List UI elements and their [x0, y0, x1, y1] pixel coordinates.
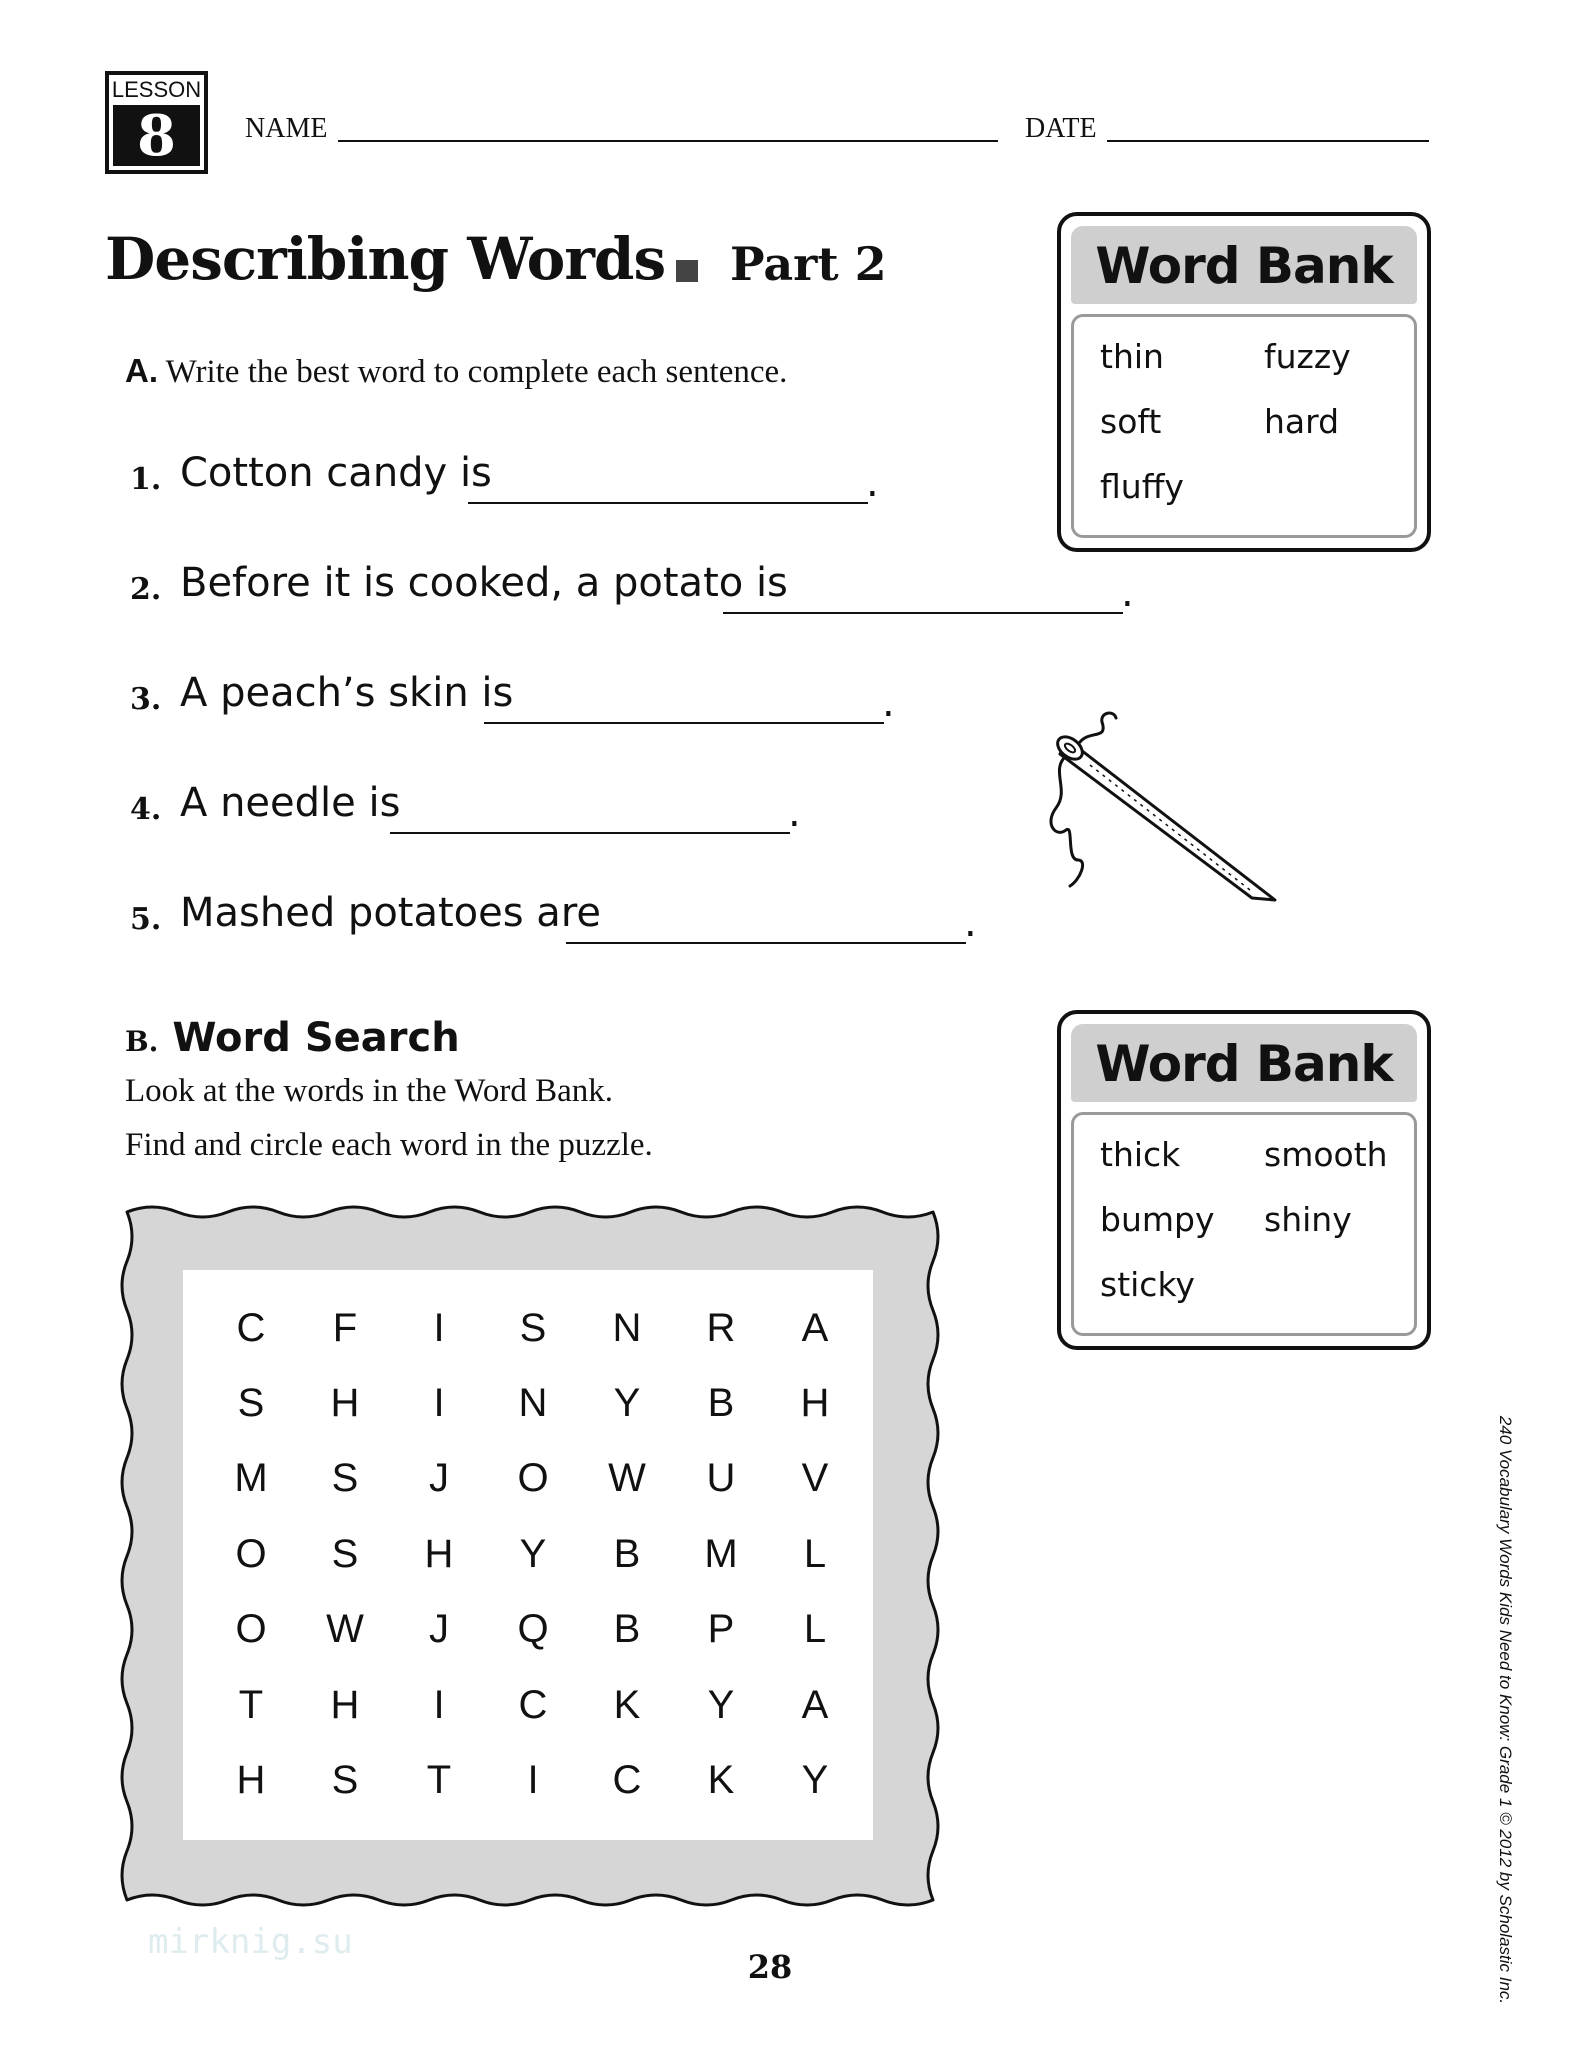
puzzle-letter[interactable]: K	[613, 1683, 641, 1727]
question-period: .	[788, 790, 801, 836]
puzzle-letter[interactable]: W	[608, 1456, 646, 1500]
watermark: mirknig.su	[148, 1922, 353, 1962]
puzzle-letter[interactable]: S	[331, 1456, 359, 1500]
puzzle-letter[interactable]: T	[238, 1683, 264, 1727]
puzzle-letter[interactable]: B	[613, 1532, 641, 1576]
puzzle-letter[interactable]: H	[330, 1683, 360, 1727]
word-bank-word: shiny	[1264, 1200, 1352, 1239]
puzzle-letter[interactable]: H	[800, 1381, 830, 1425]
title-separator	[676, 260, 698, 282]
word-bank-word: thin	[1100, 337, 1164, 376]
name-field[interactable]	[338, 140, 998, 142]
word-bank-title: Word Bank	[1071, 226, 1417, 304]
answer-blank[interactable]	[566, 942, 966, 944]
word-bank-list	[1071, 1112, 1417, 1336]
word-bank-1	[1057, 212, 1431, 552]
puzzle-letter[interactable]: H	[330, 1381, 360, 1425]
puzzle-letter[interactable]: M	[704, 1532, 738, 1576]
puzzle-letter[interactable]: Y	[707, 1683, 735, 1727]
page-title: Describing Words	[105, 225, 666, 293]
question-text: A needle is	[180, 780, 401, 826]
question-text: Before it is cooked, a potato is	[180, 560, 788, 606]
word-bank-word: hard	[1264, 402, 1340, 441]
puzzle-letter[interactable]: C	[236, 1306, 266, 1350]
puzzle-letter[interactable]: Y	[613, 1381, 641, 1425]
puzzle-letter[interactable]: O	[235, 1607, 267, 1651]
section-b-letter: B.	[125, 1025, 159, 1058]
question-number: 2.	[130, 572, 162, 607]
lesson-badge	[105, 71, 208, 174]
lesson-label: LESSON	[111, 77, 202, 102]
word-bank-title: Word Bank	[1071, 1024, 1417, 1102]
word-bank-word: thick	[1100, 1135, 1181, 1174]
question-period: .	[882, 680, 895, 726]
puzzle-letter[interactable]: Y	[801, 1758, 829, 1802]
puzzle-letter[interactable]: O	[517, 1456, 549, 1500]
word-bank-word: fuzzy	[1264, 337, 1351, 376]
puzzle-letter[interactable]: B	[613, 1607, 641, 1651]
question-text: Mashed potatoes are	[180, 890, 601, 936]
question-period: .	[964, 900, 977, 946]
puzzle-letter[interactable]: H	[236, 1758, 266, 1802]
section-b-heading	[125, 1015, 460, 1061]
question-number: 4.	[130, 792, 162, 827]
puzzle-letter[interactable]: J	[429, 1607, 449, 1651]
question-number: 1.	[130, 462, 162, 497]
page-number: 28	[747, 1948, 793, 1986]
puzzle-letter[interactable]: S	[331, 1758, 359, 1802]
puzzle-letter[interactable]: O	[235, 1532, 267, 1576]
puzzle-letter[interactable]: S	[237, 1381, 265, 1425]
puzzle-letter[interactable]: Y	[519, 1532, 547, 1576]
section-a-letter: A.	[125, 352, 158, 389]
word-search-grid	[183, 1270, 873, 1840]
word-bank-word: fluffy	[1100, 467, 1184, 506]
puzzle-letter[interactable]: C	[612, 1758, 642, 1802]
puzzle-letter[interactable]: N	[612, 1306, 642, 1350]
puzzle-letter[interactable]: T	[426, 1758, 452, 1802]
question-text: A peach’s skin is	[180, 670, 514, 716]
puzzle-letter[interactable]: A	[801, 1306, 829, 1350]
puzzle-letter[interactable]: A	[801, 1683, 829, 1727]
puzzle-letter[interactable]: R	[706, 1306, 736, 1350]
question-number: 5.	[130, 902, 162, 937]
puzzle-letter[interactable]: B	[707, 1381, 735, 1425]
question-text: Cotton candy is	[180, 450, 492, 496]
puzzle-letter[interactable]: J	[429, 1456, 449, 1500]
puzzle-letter[interactable]: I	[433, 1306, 445, 1350]
puzzle-letter[interactable]: M	[234, 1456, 268, 1500]
answer-blank[interactable]	[468, 502, 868, 504]
puzzle-letter[interactable]: N	[518, 1381, 548, 1425]
question-period: .	[866, 460, 879, 506]
word-bank-word: soft	[1100, 402, 1162, 441]
puzzle-letter[interactable]: F	[332, 1306, 358, 1350]
puzzle-letter[interactable]: S	[331, 1532, 359, 1576]
lesson-number: 8	[113, 105, 200, 166]
word-bank-word: smooth	[1264, 1135, 1388, 1174]
puzzle-letter[interactable]: V	[801, 1456, 829, 1500]
puzzle-letter[interactable]: C	[518, 1683, 548, 1727]
puzzle-letter[interactable]: W	[326, 1607, 364, 1651]
puzzle-letter[interactable]: Q	[517, 1607, 549, 1651]
word-bank-list	[1071, 314, 1417, 538]
answer-blank[interactable]	[390, 832, 790, 834]
puzzle-letter[interactable]: L	[803, 1607, 827, 1651]
word-bank-word: sticky	[1100, 1265, 1195, 1304]
puzzle-letter[interactable]: I	[527, 1758, 539, 1802]
answer-blank[interactable]	[484, 722, 884, 724]
page-subtitle: Part 2	[730, 237, 887, 291]
section-b-title: Word Search	[172, 1015, 460, 1061]
copyright-credit: 240 Vocabulary Words Kids Need to Know: Grade 1 © 2012 by Scholastic Inc.	[1496, 1415, 1515, 2005]
puzzle-letter[interactable]: H	[424, 1532, 454, 1576]
puzzle-letter[interactable]: P	[707, 1607, 735, 1651]
puzzle-letter[interactable]: I	[433, 1381, 445, 1425]
section-a-text: Write the best word to complete each sentence.	[165, 354, 788, 390]
puzzle-letter[interactable]: L	[803, 1532, 827, 1576]
section-b-line-2: Find and circle each word in the puzzle.	[125, 1127, 653, 1163]
puzzle-letter[interactable]: K	[707, 1758, 735, 1802]
section-b-line-1: Look at the words in the Word Bank.	[125, 1073, 613, 1109]
question-number: 3.	[130, 682, 162, 717]
date-field[interactable]	[1107, 140, 1429, 142]
date-label: DATE	[1025, 113, 1097, 144]
puzzle-letter[interactable]: S	[519, 1306, 547, 1350]
puzzle-letter[interactable]: I	[433, 1683, 445, 1727]
puzzle-letter[interactable]: U	[706, 1456, 736, 1500]
name-label: NAME	[245, 113, 328, 144]
word-bank-word: bumpy	[1100, 1200, 1215, 1239]
needle-illustration	[1030, 710, 1280, 920]
word-bank-2	[1057, 1010, 1431, 1350]
section-a-instruction	[125, 352, 787, 391]
question-period: .	[1121, 570, 1134, 616]
answer-blank[interactable]	[723, 612, 1123, 614]
